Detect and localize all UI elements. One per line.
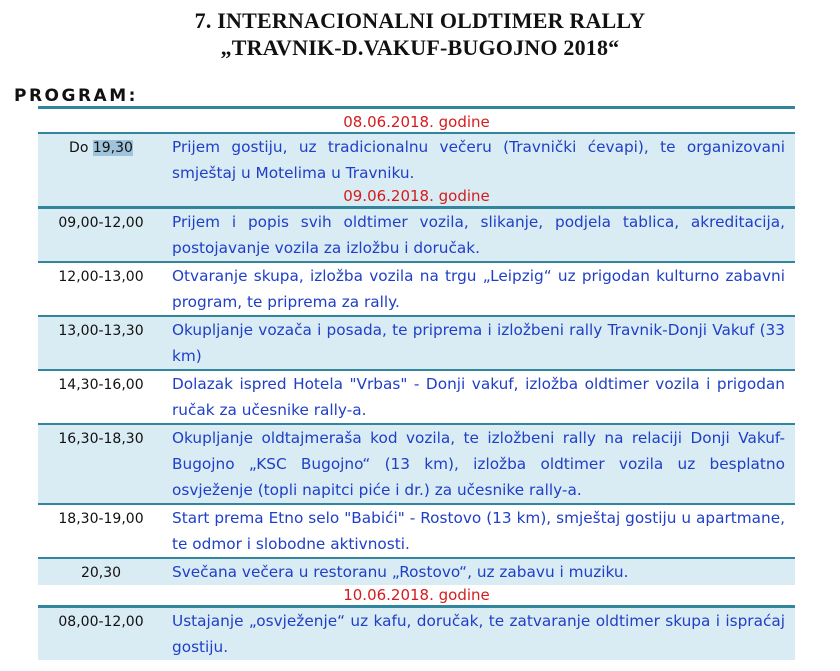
schedule-row	[38, 423, 795, 503]
description-cell: Dolazak ispred Hotela "Vrbas" - Donji vakuf, izložba oldtimer vozila i prigodan ručak za učesnike rally-a.	[172, 375, 785, 419]
description-cell: Start prema Etno selo "Babići" - Rostovo (13 km), smještaj gostiju u apartmane, te odmor i slobodne aktivnosti.	[172, 509, 785, 553]
schedule-table	[38, 112, 795, 660]
description-cell: Prijem i popis svih oldtimer vozila, slikanje, podjela tablica, akreditacija, postojavanje vozila za izložbu i doručak.	[172, 213, 785, 257]
date-row-day3: 10.06.2018. godine	[343, 586, 490, 604]
time-cell: 16,30-18,30	[58, 431, 144, 447]
document-title-line2: „TRAVNIK-D.VAKUF-BUGOJNO 2018“	[220, 35, 620, 60]
schedule-row	[38, 557, 795, 585]
description-cell: Svečana večera u restoranu „Rostovo“, uz zabavu i muziku.	[172, 563, 629, 581]
description-cell: Okupljanje vozača i posada, te priprema i izložbeni rally Travnik-Donji Vakuf (33 km)	[172, 321, 785, 365]
schedule-row	[38, 605, 795, 660]
date-row-day1: 08.06.2018. godine	[343, 113, 490, 131]
table-top-border	[38, 106, 795, 109]
schedule-row	[38, 503, 795, 557]
document-title-line1: 7. INTERNACIONALNI OLDTIMER RALLY	[194, 8, 646, 33]
description-cell: Ustajanje „osvježenje“ uz kafu, doručak, te zatvaranje oldtimer skupa i ispraćaj gostiju.	[172, 612, 785, 656]
time-cell: 09,00-12,00	[58, 215, 144, 231]
time-prefix: Do	[69, 140, 93, 156]
time-cell: 14,30-16,00	[58, 377, 144, 393]
highlighted-time: 19,30	[92, 140, 133, 156]
schedule-row	[38, 132, 795, 186]
schedule-row	[38, 206, 795, 261]
time-cell: 13,00-13,30	[58, 323, 144, 339]
time-cell: 18,30-19,00	[58, 511, 144, 527]
program-heading: PROGRAM:	[14, 86, 138, 106]
time-cell: 08,00-12,00	[58, 614, 144, 630]
time-cell: 12,00-13,00	[58, 269, 144, 285]
schedule-row	[38, 315, 795, 369]
description-cell: Otvaranje skupa, izložba vozila na trgu „Leipzig“ uz prigodan kulturno zabavni program, te priprema za rally.	[172, 267, 785, 311]
time-cell	[38, 134, 164, 186]
description-cell: Okupljanje oldtajmeraša kod vozila, te izložbeni rally na relaciji Donji Vakuf-Bugojno „KSC Bugojno“ (13 km), izložba oldtimer vozila uz besplatno osvježenje (topli napitci piće i dr.) za učesnike rally-a.	[172, 429, 785, 499]
date-row-day2: 09.06.2018. godine	[38, 186, 795, 206]
schedule-row	[38, 369, 795, 423]
schedule-row	[38, 261, 795, 315]
description-cell: Prijem gostiju, uz tradicionalnu večeru (Travnički ćevapi), te organizovani smještaj u Motelima u Travniku.	[172, 138, 785, 182]
time-cell: 20,30	[80, 565, 122, 581]
